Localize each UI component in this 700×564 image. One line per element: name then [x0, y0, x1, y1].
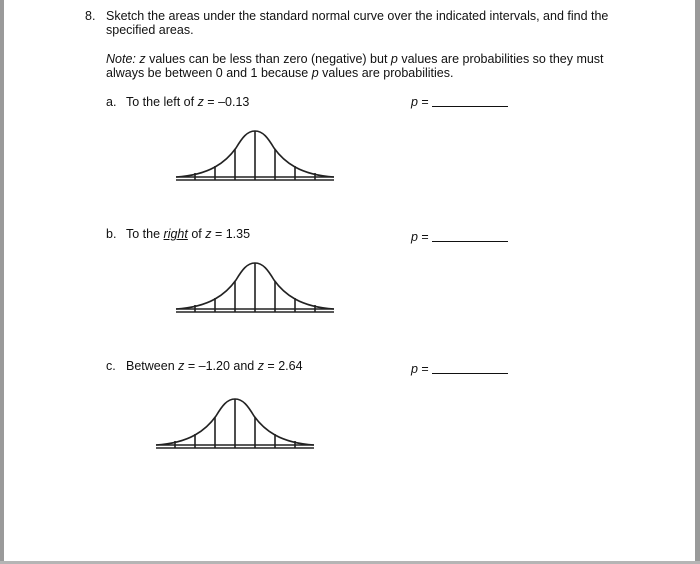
part-a-prompt	[106, 95, 249, 109]
part-b-emphasis: right	[163, 227, 188, 241]
note-z-symbol: z	[139, 52, 146, 66]
page-border-right	[695, 0, 700, 564]
page-border-left	[0, 0, 4, 564]
note-paragraph	[106, 52, 626, 80]
part-b-prompt	[106, 227, 250, 241]
part-a-normal-curve	[170, 122, 340, 184]
part-c-equation-1: = –1.20 and	[184, 359, 258, 373]
part-a-prefix: To the left of	[126, 95, 198, 109]
part-c-prefix: Between	[126, 359, 179, 373]
part-c-z2-symbol: z	[257, 359, 264, 373]
part-a-p-symbol: p	[411, 95, 418, 109]
part-b-answer-blank[interactable]	[432, 241, 508, 242]
part-a-p-equals: =	[417, 95, 429, 109]
note-p-symbol: p	[390, 52, 398, 66]
part-c-letter: c.	[106, 359, 116, 373]
note-p-symbol-2: p	[311, 66, 319, 80]
part-c-equation-2: = 2.64	[263, 359, 303, 373]
note-label: Note:	[106, 52, 136, 66]
part-c-prompt	[106, 359, 303, 373]
part-b-p-symbol: p	[411, 230, 418, 244]
part-b-prefix: To the	[126, 227, 164, 241]
part-b-letter: b.	[106, 227, 117, 241]
part-b-equation: = 1.35	[211, 227, 251, 241]
part-c-p-symbol: p	[411, 362, 418, 376]
part-c-p-equals: =	[417, 362, 429, 376]
part-b-p-equals: =	[417, 230, 429, 244]
note-text-3: values are probabilities.	[318, 66, 454, 80]
part-a-answer-blank[interactable]	[432, 106, 508, 107]
part-c-normal-curve	[150, 390, 320, 452]
part-b-mid: of	[187, 227, 206, 241]
part-b-answer	[411, 230, 508, 244]
part-c-answer-blank[interactable]	[432, 373, 508, 374]
note-text-1: values can be less than zero (negative) but	[145, 52, 391, 66]
part-a-answer	[411, 95, 508, 109]
part-a-equation: = –0.13	[203, 95, 250, 109]
part-a-letter: a.	[106, 95, 117, 109]
part-a-z-symbol: z	[197, 95, 204, 109]
part-b-normal-curve	[170, 254, 340, 316]
question-number: 8.	[85, 9, 96, 23]
question-text: Sketch the areas under the standard normal curve over the indicated intervals, and find the specified areas.	[106, 9, 609, 37]
part-b-z-symbol: z	[205, 227, 212, 241]
part-c-z1-symbol: z	[178, 359, 185, 373]
part-c-answer	[411, 362, 508, 376]
note-text-2: values are probabilities so they must always be between 0 and 1 because	[106, 52, 604, 80]
